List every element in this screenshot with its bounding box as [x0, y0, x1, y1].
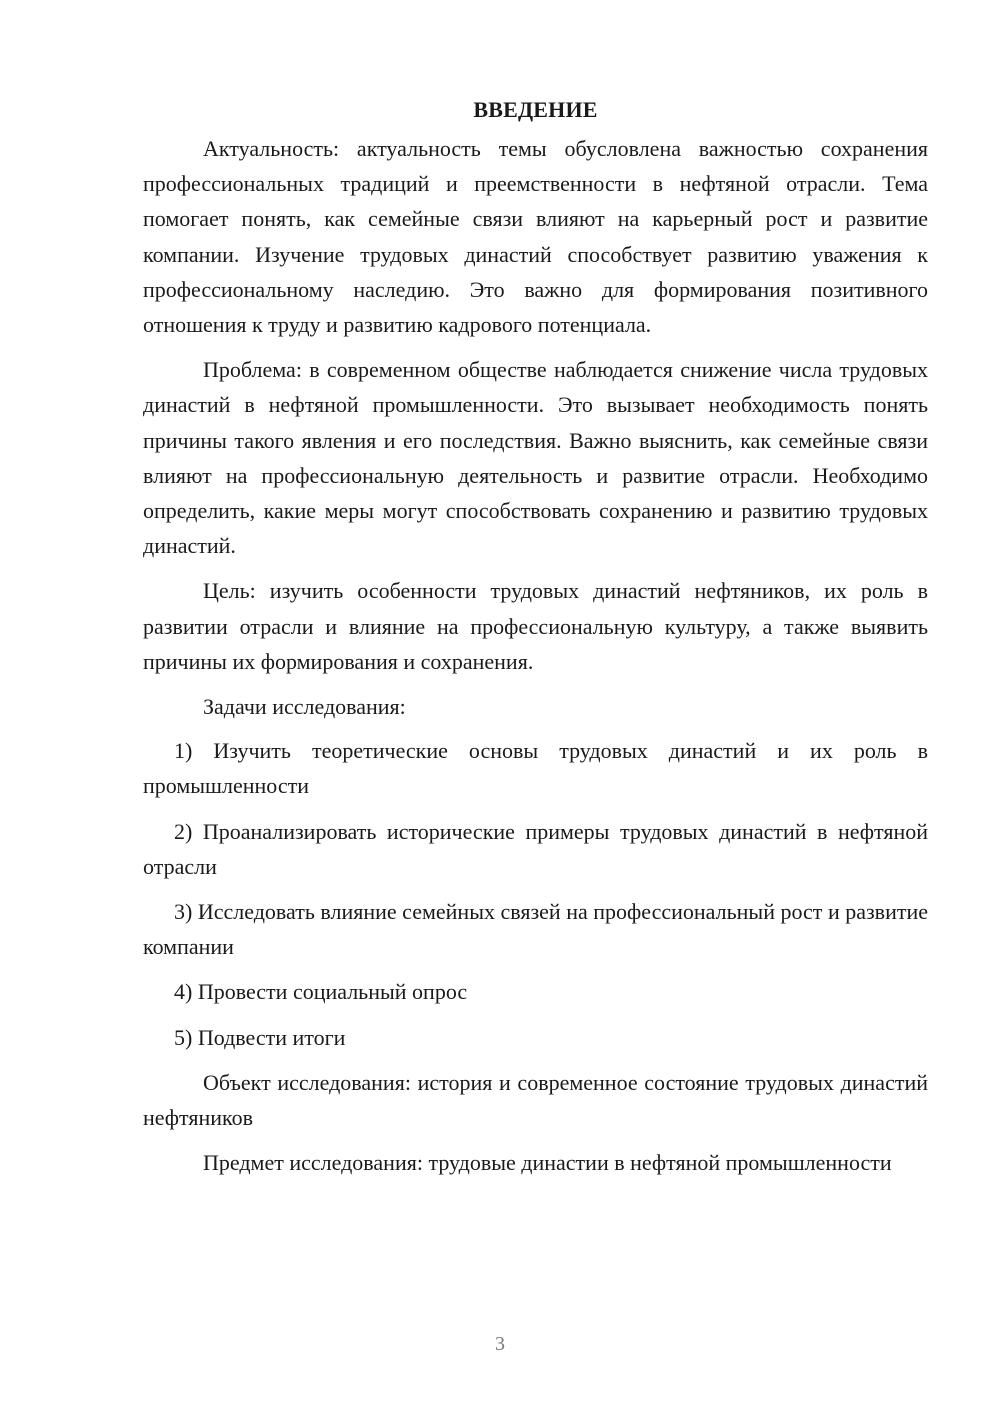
object-paragraph: Объект исследования: история и современное состояние трудовых династий нефтяников: [143, 1069, 928, 1131]
subject-paragraph: Предмет исследования: трудовые династии в нефтяной промышленности: [203, 1150, 892, 1176]
tasks-list: [143, 733, 928, 1055]
page-number: 3: [495, 1333, 505, 1355]
relevance-paragraph: Актуальность: актуальность темы обусловлена важностью сохранения профессиональных традиций и преемственности в нефтяной отрасли. Тема помогает понять, как семейные связи влияют на карьерный рост и развитие компании. Изучение трудовых династий способствует развитию уважения к профессиональному наследию. Это важно для формирования позитивного отношения к труду и развитию кадрового потенциала.: [143, 136, 928, 338]
list-item: 4) Провести социальный опрос: [174, 979, 468, 1005]
goal-paragraph: Цель: изучить особенности трудовых династий нефтяников, их роль в развитии отрасли и влияние на профессиональную культуру, а также выявить причины их формирования и сохранения.: [143, 578, 928, 674]
list-item: 2) Проанализировать исторические примеры трудовых династий в нефтяной отрасли: [143, 818, 928, 879]
list-item: 3) Исследовать влияние семейных связей на профессиональный рост и развитие компании: [143, 899, 928, 960]
document-page: [143, 92, 928, 1190]
list-item: 5) Подвести итоги: [174, 1024, 346, 1050]
problem-paragraph: Проблема: в современном обществе наблюдается снижение числа трудовых династий в нефтяной промышленности. Это вызывает необходимость понять причины такого явления и его последствия. Важно выяснить, как семейные связи влияют на профессиональную деятельность и развитие отрасли. Необходимо определить, какие меры могут способствовать сохранению и развитию трудовых династий.: [143, 357, 928, 559]
tasks-heading: Задачи исследования:: [203, 694, 406, 720]
section-title: ВВЕДЕНИЕ: [473, 97, 598, 122]
list-item: 1) Изучить теоретические основы трудовых династий и их роль в промышленности: [143, 738, 928, 799]
